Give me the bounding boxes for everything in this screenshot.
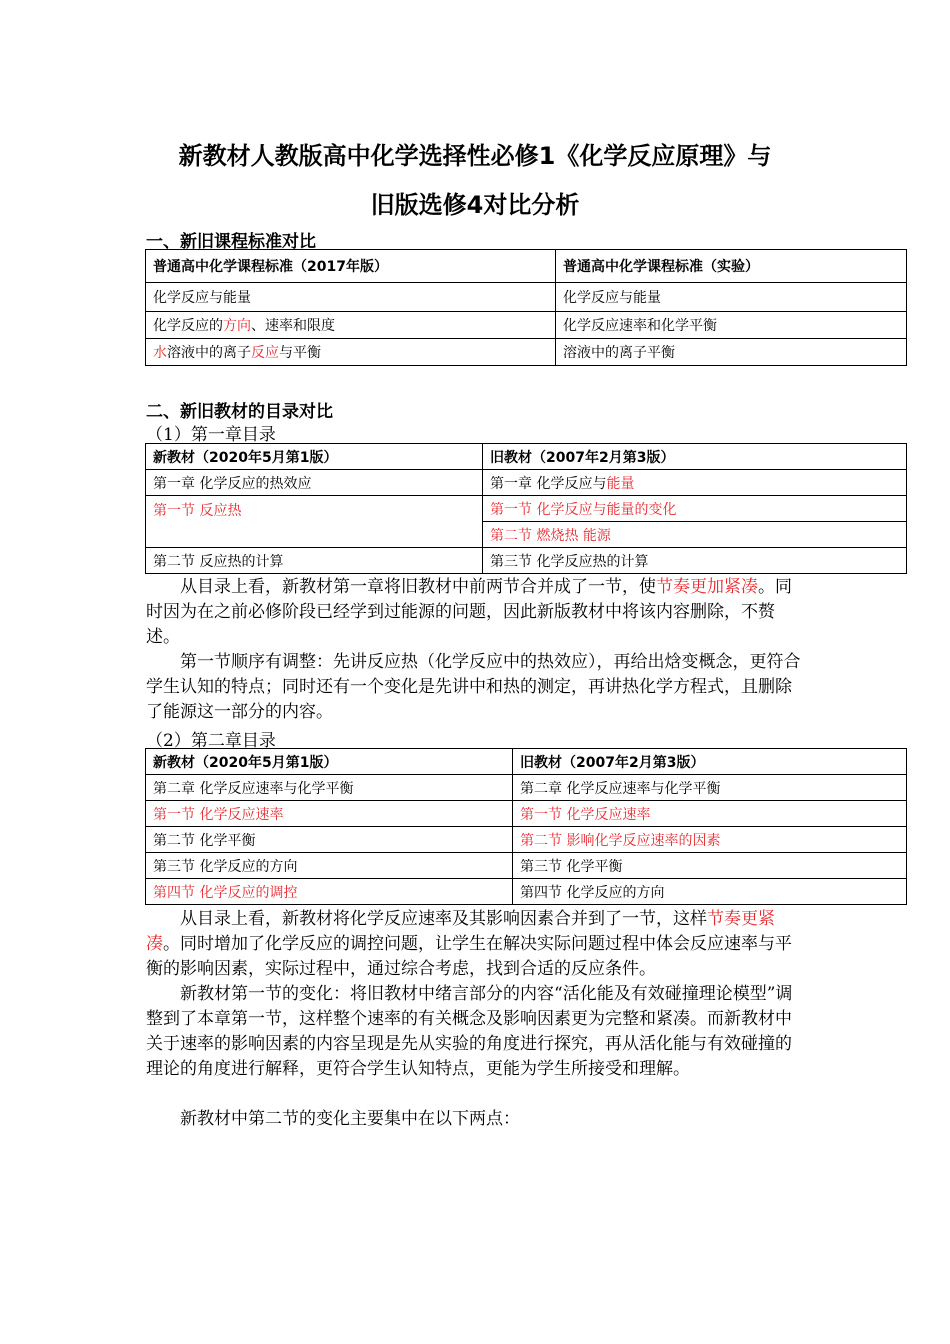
table-cell: 第二节 影响化学反应速率的因素 — [513, 827, 907, 853]
table-cell: 第二节 燃烧热 能源 — [483, 522, 907, 548]
paragraph: 从目录上看，新教材将化学反应速率及其影响因素合并到了一节，这样节奏更紧凑。同时增加了化学反应的调控问题，让学生在解决实际问题过程中体会反应速率与平衡的影响因素，实际过程中，通过综合考虑，找到合适的反应条件。 — [146, 909, 792, 979]
table-cell: 第一节 化学反应速率 — [513, 801, 907, 827]
table-header: 旧教材（2007年2月第3版） — [513, 749, 907, 775]
table-header: 旧教材（2007年2月第3版） — [483, 444, 907, 470]
table-cell: 第一章 化学反应与能量 — [483, 470, 907, 496]
chapter1-analysis — [146, 575, 806, 725]
table-header: 新教材（2020年5月第1版） — [146, 749, 513, 775]
section2-heading: 二、新旧教材的目录对比 — [146, 402, 333, 422]
table-cell: 第二章 化学反应速率与化学平衡 — [146, 775, 513, 801]
table-cell: 第三节 化学平衡 — [513, 853, 907, 879]
chapter2-label: （2）第二章目录 — [146, 731, 276, 751]
table-cell: 第四节 化学反应的方向 — [513, 879, 907, 905]
table-cell: 化学反应的方向、速率和限度 — [146, 312, 556, 339]
chapter1-toc-table — [145, 443, 907, 574]
table-cell: 第一节 化学反应与能量的变化 — [483, 496, 907, 522]
table-header: 普通高中化学课程标准（实验） — [556, 250, 907, 283]
table-cell: 第四节 化学反应的调控 — [146, 879, 513, 905]
paragraph: 新教材第一节的变化：将旧教材中绪言部分的内容“活化能及有效碰撞理论模型”调整到了本章第一节，这样整个速率的有关概念及影响因素更为完整和紧凑。而新教材中关于速率的影响因素的内容呈现是先从实验的角度进行探究，再从活化能与有效碰撞的理论的角度进行解释，更符合学生认知特点，更能为学生所接受和理解。 — [146, 984, 793, 1079]
table-header: 新教材（2020年5月第1版） — [146, 444, 483, 470]
table-cell: 第三节 化学反应的方向 — [146, 853, 513, 879]
table-cell: 化学反应与能量 — [146, 283, 556, 312]
paragraph: 新教材中第二节的变化主要集中在以下两点： — [180, 1109, 520, 1129]
paragraph: 从目录上看，新教材第一章将旧教材中前两节合并成了一节，使节奏更加紧凑。同时因为在之前必修阶段已经学到过能源的问题，因此新版教材中将该内容删除，不赘述。 — [146, 577, 792, 647]
chapter2-analysis — [146, 907, 806, 1132]
doc-title-line2: 旧版选修4对比分析 — [370, 191, 580, 219]
table-cell: 第一章 化学反应的热效应 — [146, 470, 483, 496]
table-cell: 第一节 反应热 — [146, 496, 483, 548]
doc-title-line1: 新教材人教版高中化学选择性必修1《化学反应原理》与 — [178, 142, 772, 170]
table-cell: 第二节 化学平衡 — [146, 827, 513, 853]
section1-heading: 一、新旧课程标准对比 — [146, 232, 316, 252]
table-cell: 水溶液中的离子反应与平衡 — [146, 339, 556, 366]
table-cell: 第一节 化学反应速率 — [146, 801, 513, 827]
table-cell: 第二节 反应热的计算 — [146, 548, 483, 574]
curriculum-standard-table — [145, 249, 907, 366]
table-cell: 化学反应与能量 — [556, 283, 907, 312]
table-header: 普通高中化学课程标准（2017年版） — [146, 250, 556, 283]
table-cell: 化学反应速率和化学平衡 — [556, 312, 907, 339]
table-cell: 第三节 化学反应热的计算 — [483, 548, 907, 574]
chapter2-toc-table — [145, 748, 907, 905]
table-cell: 溶液中的离子平衡 — [556, 339, 907, 366]
chapter1-label: （1）第一章目录 — [146, 425, 276, 445]
paragraph: 第一节顺序有调整：先讲反应热（化学反应中的热效应），再给出焓变概念，更符合学生认知的特点；同时还有一个变化是先讲中和热的测定，再讲热化学方程式，且删除了能源这一部分的内容。 — [146, 652, 801, 722]
table-cell: 第二章 化学反应速率与化学平衡 — [513, 775, 907, 801]
